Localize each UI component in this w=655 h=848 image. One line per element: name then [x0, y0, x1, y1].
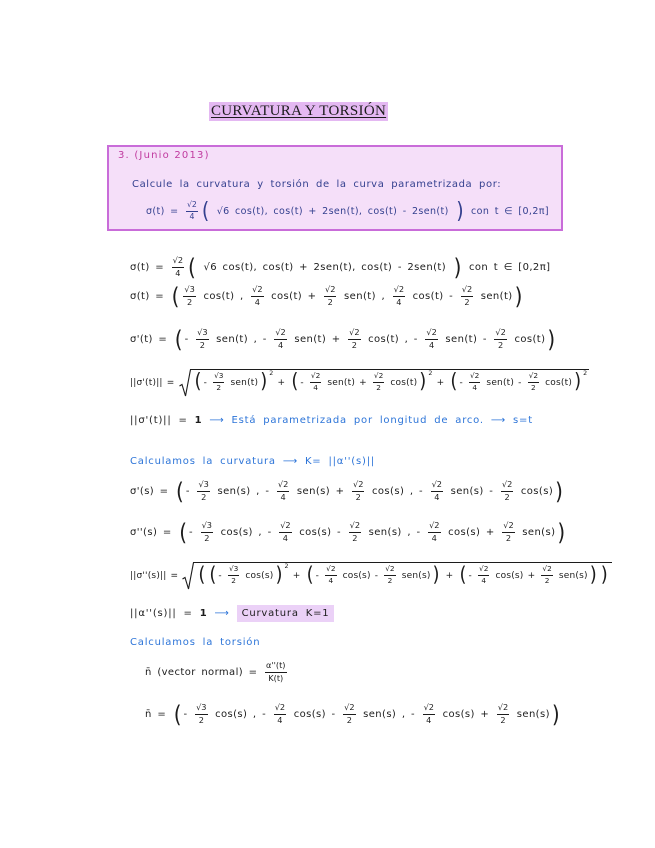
parenthesis: ) — [432, 562, 440, 587]
fraction-numerator: √2 — [423, 703, 435, 714]
fraction — [265, 661, 287, 683]
fraction — [279, 521, 291, 543]
fraction-numerator: √2 — [274, 703, 286, 714]
exponent: 2 — [284, 562, 289, 570]
math-text: σ''(s) = — [130, 527, 178, 538]
math-text: + — [441, 570, 458, 581]
fraction-numerator: √2 — [274, 328, 286, 339]
math-text: ⟶ Está parametrizada por longitud de arco. ⟶ s=t — [202, 415, 533, 426]
fraction-numerator: √2 — [431, 480, 443, 491]
parenthesis: ) — [514, 282, 523, 310]
math-text: ||σ''(s)|| = — [130, 571, 183, 581]
parenthesis: ( — [201, 198, 210, 224]
fraction — [528, 372, 539, 392]
fraction-denominator: 2 — [376, 382, 381, 392]
fraction-numerator: √2 — [279, 521, 291, 532]
fraction-denominator: 4 — [277, 714, 283, 725]
math-text: ||α''(s)|| = — [130, 608, 200, 619]
fraction — [251, 285, 263, 307]
equation-first-derivative-t — [130, 324, 557, 356]
fraction-denominator: 2 — [387, 575, 393, 585]
math-text: - — [185, 486, 196, 497]
page-title: CURVATURA Y TORSIÓN — [211, 103, 387, 119]
square-root — [179, 369, 590, 397]
fraction — [310, 372, 321, 392]
parenthesis: ) — [574, 369, 582, 394]
fraction-numerator: √2 — [502, 521, 514, 532]
math-text: sen(s) — [516, 527, 556, 538]
math-text: cos(s) + — [442, 527, 501, 538]
math-text: Calculamos la torsión — [130, 637, 261, 648]
exponent: 2 — [428, 369, 433, 377]
math-text: n̄ = — [145, 709, 172, 720]
fraction-numerator: √3 — [196, 328, 208, 339]
fraction — [349, 521, 361, 543]
fraction — [348, 328, 360, 350]
equation-first-derivative-s — [130, 476, 565, 508]
equation-curve-expanded — [130, 281, 524, 313]
fraction-denominator: 4 — [429, 339, 435, 350]
fraction — [186, 201, 198, 222]
math-text: sen(s) + — [291, 486, 350, 497]
fraction — [541, 565, 552, 585]
fraction — [431, 480, 443, 502]
math-text: cos(s) - — [288, 709, 342, 720]
fraction — [502, 521, 514, 543]
math-text: sen(t) + — [323, 377, 371, 388]
fraction-numerator: √3 — [228, 565, 239, 575]
fraction-denominator: 4 — [472, 382, 478, 392]
fraction — [274, 328, 286, 350]
math-text: cos(t) , — [197, 291, 250, 302]
math-text: sen(s) , - — [357, 709, 421, 720]
math-text: sen(t) — [226, 377, 259, 388]
fraction — [195, 703, 207, 725]
fraction — [196, 328, 208, 350]
parenthesis: ( — [171, 282, 180, 310]
fraction — [183, 285, 195, 307]
math-text: - — [183, 709, 194, 720]
fraction — [425, 328, 437, 350]
parenthesis: ) — [589, 562, 597, 587]
math-text: cos(s) + — [491, 570, 540, 581]
math-text: sen(t) - — [439, 334, 493, 345]
square-root — [182, 562, 611, 590]
math-text: cos(t) — [386, 377, 418, 388]
math-text: cos(s) — [515, 486, 554, 497]
math-text: - — [315, 570, 324, 581]
equation-normal-vector-definition — [145, 657, 289, 689]
parenthesis: ( — [173, 700, 182, 728]
fraction-denominator: 4 — [175, 267, 181, 278]
fraction — [428, 521, 440, 543]
fraction — [423, 703, 435, 725]
radicand — [191, 369, 590, 397]
fraction-numerator: √2 — [478, 565, 489, 575]
fraction — [393, 285, 405, 307]
fraction-denominator: 4 — [189, 212, 195, 221]
fraction — [201, 521, 213, 543]
fraction-numerator: √2 — [494, 328, 506, 339]
equation-second-derivative-s — [130, 517, 567, 549]
heading-torsion — [130, 627, 260, 659]
fraction — [172, 256, 184, 278]
math-text: sen(s) - — [445, 486, 499, 497]
fraction-numerator: √2 — [186, 201, 198, 212]
math-text: √6 cos(t), cos(t) + 2sen(t), cos(t) - 2sen(t) — [211, 206, 455, 217]
math-text: - — [468, 570, 476, 581]
exercise-label: 3. (Junio 2013) — [118, 150, 210, 161]
fraction-numerator: √2 — [373, 372, 384, 382]
fraction — [324, 285, 336, 307]
fraction-numerator: √2 — [352, 480, 364, 491]
fraction-denominator: 2 — [355, 491, 361, 502]
parenthesis: ) — [600, 562, 608, 587]
math-text: σ(t) = — [130, 291, 170, 302]
math-text: - — [184, 334, 195, 345]
fraction-numerator: √2 — [501, 480, 513, 491]
math-text: cos(s) , - — [215, 527, 278, 538]
fraction — [277, 480, 289, 502]
fraction-numerator: √2 — [497, 703, 509, 714]
parenthesis: ) — [555, 477, 563, 505]
math-text: sen(s) — [397, 570, 431, 581]
fraction-denominator: 2 — [199, 339, 205, 350]
fraction-numerator: √3 — [183, 285, 195, 296]
math-text: cos(s) — [241, 570, 274, 581]
fraction-numerator: √3 — [195, 703, 207, 714]
fraction-denominator: 2 — [351, 339, 357, 350]
fraction-numerator: √3 — [197, 480, 209, 491]
parenthesis: ( — [174, 325, 183, 353]
math-text: sen(t) , — [338, 291, 391, 302]
fraction-numerator: √2 — [324, 285, 336, 296]
parenthesis: ( — [179, 518, 187, 546]
fraction-denominator: 4 — [426, 714, 432, 725]
fraction-denominator: 4 — [277, 339, 284, 350]
fraction-numerator: √2 — [461, 285, 473, 296]
heading-curvature — [130, 446, 375, 478]
math-text: sen(t) + — [288, 334, 347, 345]
math-text: ||σ'(t)|| = — [130, 415, 195, 426]
math-text: 1 — [199, 608, 208, 619]
radical-sign-icon — [179, 369, 191, 397]
parenthesis: ( — [291, 369, 299, 394]
math-text: cos(t) - — [407, 291, 459, 302]
math-text: 1 — [194, 415, 203, 426]
fraction-numerator: √2 — [384, 565, 395, 575]
math-text: + — [432, 377, 449, 388]
math-text: sen(s) — [511, 709, 550, 720]
equation-curve-definition — [130, 252, 550, 284]
math-text: σ(t) = — [130, 262, 170, 273]
math-text: cos(s) + — [437, 709, 495, 720]
fraction-denominator: 4 — [280, 491, 286, 502]
fraction-denominator: 2 — [498, 339, 504, 350]
equation-second-derivative-norm — [130, 560, 612, 592]
exponent: 2 — [269, 369, 274, 377]
fraction-denominator: 2 — [346, 714, 352, 725]
parenthesis: ) — [547, 325, 556, 353]
fraction-denominator: 2 — [187, 296, 193, 307]
exercise-formula — [146, 196, 549, 228]
math-text: cos(s) - — [293, 527, 347, 538]
fraction — [228, 565, 239, 585]
parenthesis: ) — [275, 562, 283, 587]
parenthesis: ( — [209, 562, 217, 587]
fraction-numerator: α''(t) — [265, 661, 287, 672]
math-text: - — [459, 377, 467, 388]
fraction-denominator: 4 — [328, 575, 334, 585]
fraction-numerator: √2 — [541, 565, 552, 575]
fraction-denominator: 2 — [201, 491, 207, 502]
fraction — [197, 480, 209, 502]
fraction-numerator: √2 — [528, 372, 539, 382]
fraction-denominator: 4 — [434, 491, 440, 502]
curvature-result — [130, 598, 334, 630]
fraction-denominator: 2 — [198, 714, 204, 725]
parenthesis: ) — [551, 700, 560, 728]
fraction-denominator: 2 — [544, 575, 550, 585]
fraction-numerator: √2 — [343, 703, 355, 714]
math-text: ||σ'(t)|| = — [130, 378, 179, 388]
exercise-statement: Calcule la curvatura y torsión de la curva parametrizada por: — [132, 179, 502, 190]
fraction — [461, 285, 473, 307]
fraction-denominator: 2 — [231, 575, 236, 585]
fraction-numerator: √2 — [393, 285, 405, 296]
math-text: + — [273, 377, 290, 388]
math-text: - — [203, 377, 212, 388]
math-text: sen(s) , - — [211, 486, 275, 497]
math-text: cos(t) — [508, 334, 546, 345]
radical-sign-icon — [182, 562, 194, 590]
fraction-denominator: 2 — [504, 491, 510, 502]
fraction-numerator: √3 — [201, 521, 213, 532]
exercise-box — [107, 145, 563, 231]
math-text: sen(s) , - — [363, 527, 427, 538]
fraction — [352, 480, 364, 502]
parenthesis: ( — [450, 369, 458, 394]
radicand — [194, 562, 611, 590]
fraction-numerator: √2 — [428, 521, 440, 532]
fraction-denominator: 2 — [505, 532, 512, 543]
math-text: - — [300, 377, 308, 388]
fraction-denominator: 2 — [531, 382, 536, 392]
fraction-numerator: √2 — [349, 521, 361, 532]
parenthesis: ) — [260, 369, 268, 394]
math-text: cos(s) , - — [209, 709, 272, 720]
parenthesis: ) — [453, 253, 462, 281]
fraction-denominator: K(t) — [268, 672, 284, 683]
math-text: cos(t) — [541, 377, 573, 388]
math-text: - — [218, 570, 226, 581]
fraction — [373, 372, 384, 392]
fraction-numerator: √2 — [469, 372, 480, 382]
equation-speed-norm-t — [130, 367, 589, 399]
parenthesis: ( — [306, 562, 314, 587]
fraction-denominator: 2 — [204, 532, 210, 543]
math-text: sen(t) — [475, 291, 513, 302]
parenthesis: ( — [194, 369, 202, 394]
fraction-numerator: √2 — [348, 328, 360, 339]
math-text: σ'(t) = — [130, 334, 173, 345]
parenthesis: ( — [198, 562, 206, 587]
curvature-highlight: Curvatura K=1 — [237, 605, 335, 622]
fraction-denominator: 2 — [216, 382, 222, 392]
math-text: con t ∈ [0,2π] — [465, 206, 549, 217]
fraction — [497, 703, 509, 725]
fraction — [384, 565, 395, 585]
fraction-numerator: √2 — [251, 285, 263, 296]
fraction-denominator: 4 — [431, 532, 437, 543]
math-text: sen(t) - — [482, 377, 526, 388]
fraction — [274, 703, 286, 725]
parenthesis: ) — [419, 369, 427, 394]
fraction-denominator: 4 — [396, 296, 402, 307]
fraction-denominator: 2 — [352, 532, 358, 543]
fraction-denominator: 2 — [464, 296, 470, 307]
fraction — [469, 372, 480, 392]
fraction-numerator: √2 — [425, 328, 437, 339]
fraction — [478, 565, 489, 585]
math-text: + — [288, 570, 305, 581]
math-text: - — [189, 527, 199, 538]
fraction-denominator: 4 — [282, 532, 289, 543]
math-text: con t ∈ [0,2π] — [463, 262, 551, 273]
fraction-numerator: √3 — [213, 372, 224, 382]
parenthesis: ) — [456, 198, 464, 224]
parenthesis: ( — [188, 253, 196, 281]
fraction — [325, 565, 336, 585]
parenthesis: ) — [557, 518, 566, 546]
fraction-denominator: 2 — [500, 714, 506, 725]
fraction — [343, 703, 355, 725]
fraction-denominator: 4 — [254, 296, 260, 307]
math-text: ⟶ — [207, 608, 237, 619]
math-text: sen(t) , - — [210, 334, 273, 345]
arc-length-conclusion — [130, 405, 533, 437]
parenthesis: ( — [459, 562, 467, 587]
fraction-numerator: √2 — [172, 256, 184, 267]
fraction-denominator: 2 — [327, 296, 333, 307]
math-text: σ(t) = — [146, 206, 184, 217]
parenthesis: ( — [176, 477, 184, 505]
math-text: cos(s) - — [338, 570, 383, 581]
math-text: √6 cos(t), cos(t) + 2sen(t), cos(t) - 2sen(t) — [197, 262, 452, 273]
fraction-numerator: √2 — [310, 372, 321, 382]
fraction — [213, 372, 224, 392]
fraction — [494, 328, 506, 350]
math-text: cos(t) + — [265, 291, 323, 302]
math-text: sen(s) — [554, 570, 588, 581]
math-text: cos(t) , - — [362, 334, 424, 345]
fraction-denominator: 4 — [313, 382, 318, 392]
exponent: 2 — [583, 369, 588, 377]
math-text: Calculamos la curvatura ⟶ K= ||α''(s)|| — [130, 456, 376, 467]
math-text: n̄ (vector normal) = — [145, 667, 263, 678]
math-text: cos(s) , - — [366, 486, 429, 497]
fraction-denominator: 4 — [481, 575, 487, 585]
math-text: σ'(s) = — [130, 486, 175, 497]
fraction-numerator: √2 — [277, 480, 289, 491]
fraction-numerator: √2 — [325, 565, 336, 575]
fraction — [501, 480, 513, 502]
equation-normal-vector — [145, 699, 562, 731]
